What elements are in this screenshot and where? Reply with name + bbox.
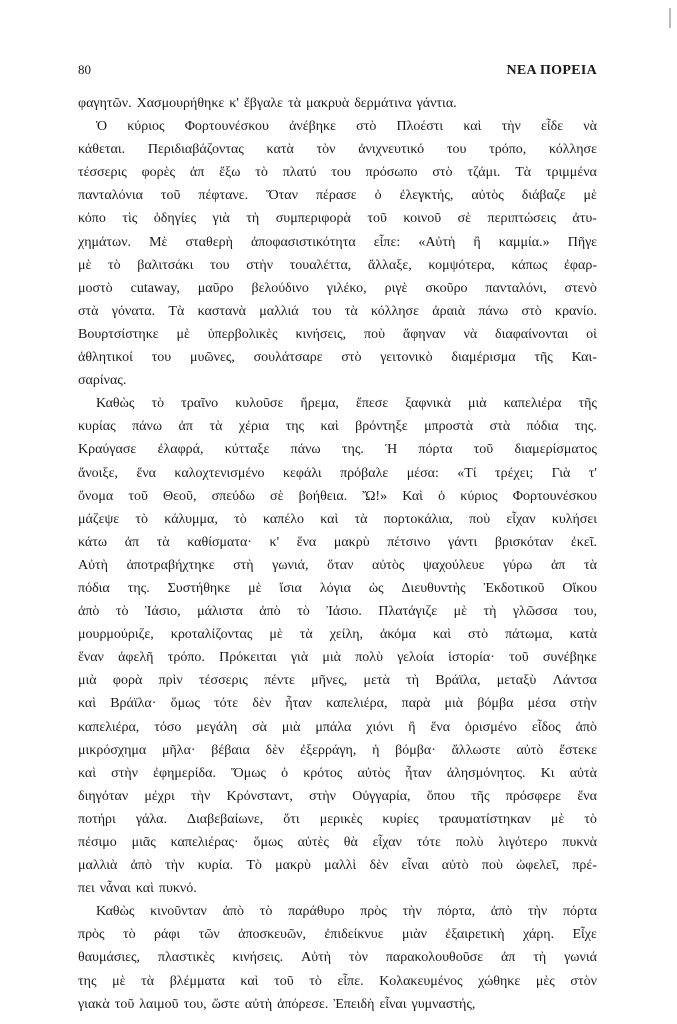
- text-line: ἀθλητικοί του μυῶνες, σουλάτσαρε στὸ γειτονικὸ διαμέρισμα τῆς Και-: [78, 350, 597, 366]
- text-line: μοστὸ cutaway, μαῦρο βελούδινο γιλέκο, ριγὲ σκοῦρο πανταλόνι, στενὸ: [78, 280, 597, 296]
- text-line: πει νἆναι καὶ πυκνό.: [78, 881, 197, 897]
- text-line: πρὸς τὸ ράφι τῶν ἀποσκευῶν, ἐπιδείκνυε μιὰν ἐξαιρετικὴ χάρη. Εἶχε: [78, 927, 597, 943]
- text-line: ἕναν ἀφελῆ τρόπο. Πρόκειται γιὰ μιὰ πολὺ γελοία ἱστορία· τοῦ συνέβηκε: [78, 650, 597, 666]
- journal-title: ΝΕΑ ΠΟΡΕΙΑ: [506, 63, 597, 78]
- text-line: τέσσερις φορὲς ἀπ ἔξω τὸ πλατύ του πρόσωπο στὸ τζάμι. Τὰ τριμμένα: [78, 165, 597, 181]
- text-line: πόδια της. Συστήθηκε μὲ ἴσια λόγια ὡς Διευθυντὴς Ἐκδοτικοῦ Οἴκου: [78, 580, 597, 596]
- text-line: Καθὼς τὸ τραῖνο κυλοῦσε ἤρεμα, ἔπεσε ξαφνικὰ μιὰ καπελιέρα τῆς: [96, 396, 597, 412]
- text-line: ἄνοιξε, ἕνα καλοχτενισμένο κεφάλι πρόβαλε μέσα: «Τί τρέχει; Γιὰ τ': [78, 465, 597, 481]
- text-line: στὰ γόνατα. Τὰ καστανὰ μαλλιά του τὰ κόλλησε ἀραιὰ πάνω στὸ κρανίο.: [78, 303, 597, 319]
- text-line: χημάτων. Μὲ σταθερὴ ἀποφασιστικότητα εἶπε: «Αὐτὴ ἢ καμμία.» Πῆγε: [78, 234, 597, 250]
- text-line: ὄνομα τοῦ Θεοῦ, σπεύδω σὲ βοήθεια. Ὤ!» Καὶ ὁ κύριος Φορτουνέσκου: [78, 488, 597, 504]
- text-line: Κραύγασε ἐλαφρά, κύτταξε πάνω της. Ἡ πόρτα τοῦ διαμερίσματος: [78, 442, 597, 458]
- text-line: Καθὼς κινοῦνταν ἀπὸ τὸ παράθυρο πρὸς τὴν πόρτα, ἀπὸ τὴν πόρτα: [96, 904, 597, 920]
- text-line: πέσιμο μιᾶς καπελιέρας· ὅμως αὐτὲς θὰ εἶχαν τότε πολὺ λιγότερο πυκνὰ: [78, 835, 597, 850]
- text-line: ἀπὸ τὸ Ἰάσιο, μάλιστα ἀπὸ τὸ Ἰάσιο. Πλατάγιζε μὲ τὴ γλῶσσα του,: [78, 604, 597, 620]
- text-line: γιακὰ τοῦ λαιμοῦ του, ὥστε αὐτὴ ἀπόρεσε. Ἐπειδὴ εἶναι γυμναστής,: [78, 996, 476, 1012]
- text-line: μιὰ φορὰ πρὶν τέσσερις πέντε μῆνες, μετὰ τὴ Βράϊλα, μεταξὺ Λάντσα: [78, 673, 597, 689]
- text-line: καὶ στὴν ἐφημερίδα. Ὅμως ὁ κρότος αὐτὸς ἦταν ἀλησμόνητος. Κι αὐτὰ: [78, 765, 597, 781]
- text-line: Ὁ κύριος Φορτουνέσκου ἀνέβηκε στὸ Πλοέστι καὶ τὴν εἶδε νὰ: [96, 119, 597, 135]
- text-line: της μὲ τὰ βλέμματα καὶ τοῦ τὸ εἶπε. Κολακευμένος χώθηκε μὲς στὸν: [78, 973, 597, 989]
- text-line: πανταλόνια τοῦ πέφτανε. Ὅταν πέρασε ὁ ἐλεγκτής, αὐτὸς διάβαζε μὲ: [78, 188, 597, 204]
- text-line: μάζεψε τὸ κάλυμμα, τὸ καπέλο καὶ τὰ πορτοκάλια, ποὺ εἶχαν κυλήσει: [78, 511, 597, 527]
- text-line: κάτω ἀπ τὰ καθίσματα· κ' ἕνα μακρὺ πέτσινο γάντι βρισκόταν ἐκεῖ.: [78, 534, 597, 550]
- text-line: μουρμούριζε, κροταλίζοντας μὲ τὰ χείλη, ἀκόμα καὶ στὸ πάτωμα, κατὰ: [78, 627, 597, 643]
- text-line: κυρίας πάνω ἀπ τὰ χέρια της καὶ βρόντηξε μπροστὰ στὰ πόδια της.: [78, 419, 597, 435]
- running-header: [78, 62, 597, 82]
- text-line: Αὐτὴ ἀποτραβήχτηκε στὴ γωνιά, ὅταν αὐτὸς ψαχούλευε γύρω ἀπ τὰ: [78, 557, 597, 573]
- page-edge-mark: [669, 8, 671, 28]
- text-line: μικρόσχημα μῆλα· βέβαια δὲν ἐξερράγη, ἡ βόμβα· ἄλλωστε αὐτὸ ἔστεκε: [78, 742, 597, 758]
- text-line: ποτήρι γάλα. Διαβεβαίωνε, ὅτι μερικὲς κυρίες τραυματίστηκαν μὲ τὸ: [78, 811, 597, 827]
- text-line: μὲ τὸ βαλιτσάκι του στὴν τουαλέττα, ἄλλαξε, κομψότερα, κάπως ἐφαρ-: [78, 257, 597, 273]
- text-line: καὶ Βράϊλα· ὅμως τότε δὲν ἦταν καπελιέρα, παρὰ μιὰ βόμβα μέσα στὴν: [78, 696, 597, 712]
- page-number: 80: [78, 62, 91, 77]
- text-line: Βουρτσίστηκε μὲ ὑπερβολικὲς κινήσεις, ποὺ ἄφηναν νὰ διαφαίνονται οἱ: [78, 326, 597, 342]
- text-line: σαρίνας.: [78, 373, 127, 389]
- text-line: καπελιέρα, τόσο μεγάλη σὰ μιὰ μπάλα χιόνι ἢ ἕνα ὁρισμένο εἶδος ἀπὸ: [78, 719, 597, 735]
- text-line: φαγητῶν. Χασμουρήθηκε κ' ἔβγαλε τὰ μακρυὰ δερμάτινα γάντια.: [78, 96, 457, 111]
- text-line: μαλλιὰ ἀπὸ τὴν κυρία. Τὸ μακρὺ μαλλὶ δὲν εἶναι αὐτὸ ποὺ ὠφελεῖ, πρέ-: [78, 858, 597, 874]
- text-line: θαυμάσιες, πλαστικὲς κινήσεις. Αὐτὴ τὸν παρακολουθοῦσε ἀπ τὴ γωνιά: [78, 950, 597, 966]
- text-line: κόπο τὶς ὁδηγίες γιὰ τὴ συμπεριφορὰ τοῦ κοινοῦ σὲ περιπτώσεις ἀτυ-: [78, 211, 597, 227]
- body-text: [78, 92, 597, 1016]
- text-line: διηγόταν μέχρι τὴν Κρόνσταντ, στὴν Οὐγγαρία, ὅπου τῆς πρόσφερε ἕνα: [78, 788, 597, 804]
- text-line: κάθεται. Περιδιαβάζοντας κατὰ τὸν ἀνιχνευτικό του τρόπο, κόλλησε: [78, 142, 597, 158]
